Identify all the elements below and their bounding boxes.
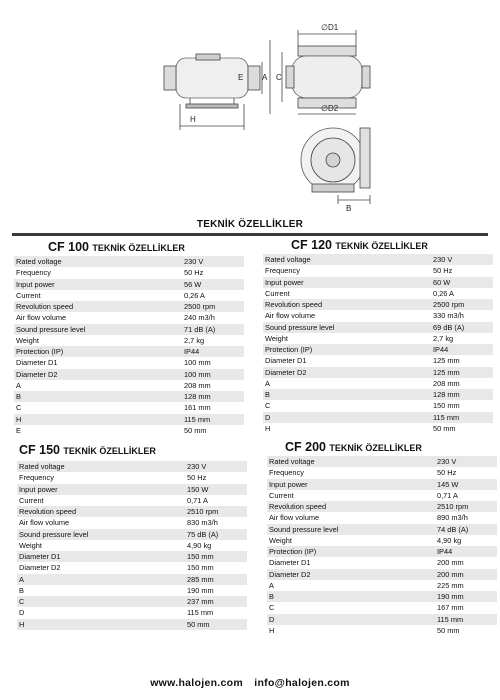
email-link[interactable]: info@halojen.com — [254, 677, 350, 689]
spec-value: 237 mm — [187, 597, 214, 606]
spec-label: Input power — [269, 479, 308, 489]
spec-label: Sound pressure level — [16, 324, 86, 334]
spec-model: CF 200 — [285, 440, 326, 454]
spec-rows — [17, 461, 247, 630]
spec-subtitle: TEKNİK ÖZELLİKLER — [92, 243, 185, 253]
spec-label: Rated voltage — [19, 462, 65, 471]
spec-row — [17, 506, 247, 517]
dim-label-h: H — [190, 115, 196, 124]
spec-row — [17, 574, 247, 585]
spec-value: 167 mm — [437, 603, 464, 613]
spec-row — [263, 367, 493, 378]
spec-row — [17, 562, 247, 573]
spec-label: Revolution speed — [16, 302, 74, 311]
spec-label: Protection (IP) — [269, 547, 317, 556]
spec-row — [17, 461, 247, 472]
spec-label: Weight — [19, 540, 42, 550]
spec-value: 200 mm — [437, 569, 464, 579]
spec-value: 75 dB (A) — [187, 529, 219, 539]
spec-value: 0,71 A — [437, 490, 458, 500]
spec-label: A — [269, 580, 274, 590]
spec-label: Weight — [16, 335, 39, 345]
spec-value: 200 mm — [437, 558, 464, 568]
spec-label: Input power — [19, 484, 58, 494]
spec-row — [263, 400, 493, 411]
spec-label: Sound pressure level — [269, 524, 339, 534]
spec-label: Current — [16, 290, 41, 300]
spec-row — [263, 265, 493, 276]
website-link[interactable]: www.halojen.com — [150, 677, 244, 689]
spec-rows — [14, 256, 244, 436]
spec-label: B — [19, 585, 24, 595]
spec-rows — [267, 456, 497, 636]
spec-value: 4,90 kg — [437, 535, 462, 545]
spec-table-cf120 — [263, 238, 493, 434]
dim-label-a: A — [262, 73, 268, 82]
spec-label: Current — [265, 288, 290, 298]
spec-value: 115 mm — [184, 414, 211, 424]
spec-row — [14, 324, 244, 335]
spec-value: 330 m3/h — [433, 311, 464, 321]
spec-value: 50 Hz — [184, 268, 204, 278]
spec-table-cf100 — [14, 240, 244, 436]
spec-label: Air flow volume — [19, 518, 70, 528]
spec-value: 230 V — [187, 462, 207, 471]
spec-label: Diameter D2 — [19, 563, 61, 573]
spec-row — [263, 412, 493, 423]
spec-subtitle: TEKNİK ÖZELLİKLER — [63, 446, 156, 456]
spec-label: C — [269, 603, 275, 613]
spec-value: 0,26 A — [433, 288, 454, 298]
spec-value: 2,7 kg — [184, 335, 205, 345]
spec-value: 150 mm — [433, 401, 460, 411]
spec-model: CF 120 — [291, 238, 332, 252]
spec-label: D — [19, 608, 25, 618]
spec-label: H — [269, 625, 275, 635]
spec-value: 2510 rpm — [187, 507, 219, 516]
spec-row — [263, 322, 493, 333]
spec-label: Weight — [265, 333, 288, 343]
spec-model: CF 100 — [48, 240, 89, 254]
spec-row — [263, 299, 493, 310]
spec-row — [267, 569, 497, 580]
spec-value: 161 mm — [184, 403, 211, 413]
spec-value: 50 Hz — [187, 473, 207, 483]
spec-value: 145 W — [437, 479, 459, 489]
spec-label: Diameter D2 — [269, 569, 311, 579]
spec-value: 208 mm — [433, 378, 460, 388]
spec-value: 50 mm — [184, 425, 207, 435]
spec-label: H — [16, 414, 22, 424]
footer — [0, 677, 500, 689]
spec-label: Input power — [265, 277, 304, 287]
spec-label: Rated voltage — [269, 457, 315, 466]
spec-label: Air flow volume — [269, 513, 320, 523]
spec-label: Protection (IP) — [265, 345, 313, 354]
spec-value: 230 V — [433, 255, 453, 264]
technical-drawings — [0, 0, 500, 212]
spec-model: CF 150 — [19, 443, 60, 457]
spec-value: 230 V — [437, 457, 457, 466]
spec-row — [267, 557, 497, 568]
spec-label: Sound pressure level — [19, 529, 89, 539]
spec-label: Current — [269, 490, 294, 500]
spec-row — [263, 333, 493, 344]
spec-value: 69 dB (A) — [433, 322, 465, 332]
spec-label: D — [269, 614, 275, 624]
spec-label: B — [265, 390, 270, 399]
spec-label: C — [19, 597, 25, 606]
dim-label-e: E — [238, 73, 244, 82]
spec-row — [263, 310, 493, 321]
spec-label: Diameter D2 — [265, 367, 307, 377]
spec-title — [14, 240, 244, 254]
spec-value: 74 dB (A) — [437, 524, 469, 534]
spec-value: 2500 rpm — [184, 302, 216, 311]
spec-value: 2510 rpm — [437, 502, 469, 511]
spec-row — [14, 357, 244, 368]
spec-row — [267, 625, 497, 636]
spec-label: B — [269, 592, 274, 601]
spec-row — [263, 423, 493, 434]
spec-table-cf150 — [17, 443, 247, 630]
spec-value: 230 V — [184, 257, 204, 266]
spec-value: 240 m3/h — [184, 313, 215, 323]
spec-row — [14, 380, 244, 391]
spec-row — [267, 591, 497, 602]
spec-value: 128 mm — [433, 390, 460, 399]
spec-value: 125 mm — [433, 356, 460, 366]
spec-row — [17, 619, 247, 630]
spec-value: 225 mm — [437, 580, 464, 590]
spec-row — [14, 346, 244, 357]
spec-value: 50 Hz — [433, 266, 453, 276]
spec-row — [17, 540, 247, 551]
spec-row — [267, 580, 497, 591]
spec-row — [267, 467, 497, 478]
spec-value: 150 mm — [187, 552, 214, 561]
spec-value: 0,71 A — [187, 495, 208, 505]
spec-row — [263, 389, 493, 400]
spec-row — [17, 551, 247, 562]
spec-value: 50 mm — [187, 619, 210, 629]
dim-label-b: B — [346, 204, 352, 212]
spec-label: Diameter D1 — [269, 558, 311, 568]
spec-label: Revolution speed — [265, 300, 323, 309]
spec-label: H — [19, 619, 25, 629]
spec-row — [17, 484, 247, 495]
spec-subtitle: TEKNİK ÖZELLİKLER — [329, 443, 422, 453]
spec-value: 115 mm — [433, 412, 460, 422]
spec-row — [14, 256, 244, 267]
spec-label: Diameter D2 — [16, 369, 58, 379]
spec-value: IP44 — [437, 547, 453, 556]
spec-value: 115 mm — [187, 608, 214, 618]
spec-value: 190 mm — [437, 592, 464, 601]
spec-row — [17, 596, 247, 607]
section-divider — [12, 233, 488, 236]
spec-row — [14, 425, 244, 436]
spec-row — [263, 254, 493, 265]
dim-label-c: C — [276, 73, 282, 82]
spec-row — [263, 355, 493, 366]
spec-row — [263, 288, 493, 299]
spec-label: Diameter D1 — [19, 552, 61, 561]
spec-value: 125 mm — [433, 367, 460, 377]
spec-row — [263, 344, 493, 355]
spec-label: Weight — [269, 535, 292, 545]
spec-label: A — [19, 574, 24, 584]
spec-row — [14, 290, 244, 301]
spec-value: 2500 rpm — [433, 300, 465, 309]
spec-row — [267, 456, 497, 467]
spec-row — [263, 378, 493, 389]
spec-label: B — [16, 392, 21, 401]
spec-value: 285 mm — [187, 574, 214, 584]
spec-value: IP44 — [433, 345, 449, 354]
spec-title — [267, 440, 497, 454]
spec-row — [17, 607, 247, 618]
spec-label: Current — [19, 495, 44, 505]
spec-label: C — [265, 401, 271, 411]
spec-value: 50 mm — [433, 423, 456, 433]
spec-value: 128 mm — [184, 392, 211, 401]
spec-row — [267, 535, 497, 546]
spec-label: E — [16, 425, 21, 435]
spec-row — [14, 391, 244, 402]
spec-label: Diameter D1 — [16, 358, 58, 368]
spec-value: 208 mm — [184, 380, 211, 390]
spec-value: 60 W — [433, 277, 451, 287]
spec-value: 150 W — [187, 484, 209, 494]
spec-label: Frequency — [265, 266, 300, 276]
spec-title — [17, 443, 247, 457]
spec-row — [267, 602, 497, 613]
spec-row — [267, 614, 497, 625]
spec-label: Rated voltage — [16, 257, 62, 266]
spec-row — [17, 529, 247, 540]
spec-label: D — [265, 412, 271, 422]
spec-row — [17, 585, 247, 596]
spec-row — [17, 472, 247, 483]
spec-label: Revolution speed — [19, 507, 77, 516]
spec-row — [14, 369, 244, 380]
dim-label-d1: ∅D1 — [321, 23, 339, 32]
spec-value: 56 W — [184, 279, 202, 289]
spec-label: Revolution speed — [269, 502, 327, 511]
spec-value: 2,7 kg — [433, 333, 454, 343]
spec-row — [267, 501, 497, 512]
spec-row — [14, 301, 244, 312]
spec-row — [267, 512, 497, 523]
spec-title — [263, 238, 493, 252]
fan-side-view — [164, 54, 262, 130]
spec-value: 150 mm — [187, 563, 214, 573]
spec-value: 115 mm — [437, 614, 464, 624]
spec-value: 890 m3/h — [437, 513, 468, 523]
spec-row — [14, 267, 244, 278]
spec-subtitle: TEKNİK ÖZELLİKLER — [335, 241, 428, 251]
spec-row — [14, 402, 244, 413]
spec-value: 100 mm — [184, 358, 211, 368]
spec-label: Protection (IP) — [16, 347, 64, 356]
spec-row — [17, 517, 247, 528]
spec-row — [267, 524, 497, 535]
spec-label: Frequency — [269, 468, 304, 478]
spec-label: H — [265, 423, 271, 433]
spec-label: Frequency — [19, 473, 54, 483]
spec-label: C — [16, 403, 22, 413]
spec-rows — [263, 254, 493, 434]
spec-table-cf200 — [267, 440, 497, 636]
spec-value: IP44 — [184, 347, 200, 356]
spec-value: 190 mm — [187, 585, 214, 595]
spec-row — [267, 546, 497, 557]
spec-value: 71 dB (A) — [184, 324, 216, 334]
spec-row — [14, 312, 244, 323]
spec-value: 50 Hz — [437, 468, 457, 478]
spec-value: 4,90 kg — [187, 540, 212, 550]
spec-label: Frequency — [16, 268, 51, 278]
spec-row — [267, 490, 497, 501]
spec-label: Air flow volume — [16, 313, 67, 323]
spec-value: 830 m3/h — [187, 518, 218, 528]
spec-label: Sound pressure level — [265, 322, 335, 332]
spec-label: Input power — [16, 279, 55, 289]
fan-top-view — [301, 128, 370, 204]
spec-row — [14, 414, 244, 425]
fan-front-view — [270, 30, 370, 114]
section-title: TEKNİK ÖZELLİKLER — [196, 219, 304, 230]
spec-label: A — [16, 380, 21, 390]
spec-value: 100 mm — [184, 369, 211, 379]
spec-row — [263, 277, 493, 288]
spec-label: Air flow volume — [265, 311, 316, 321]
spec-value: 0,26 A — [184, 290, 205, 300]
spec-label: Rated voltage — [265, 255, 311, 264]
spec-row — [267, 479, 497, 490]
spec-label: A — [265, 378, 270, 388]
spec-row — [14, 279, 244, 290]
dim-label-d2: ∅D2 — [321, 104, 339, 113]
spec-value: 50 mm — [437, 625, 460, 635]
spec-row — [14, 335, 244, 346]
spec-row — [17, 495, 247, 506]
spec-label: Diameter D1 — [265, 356, 307, 366]
